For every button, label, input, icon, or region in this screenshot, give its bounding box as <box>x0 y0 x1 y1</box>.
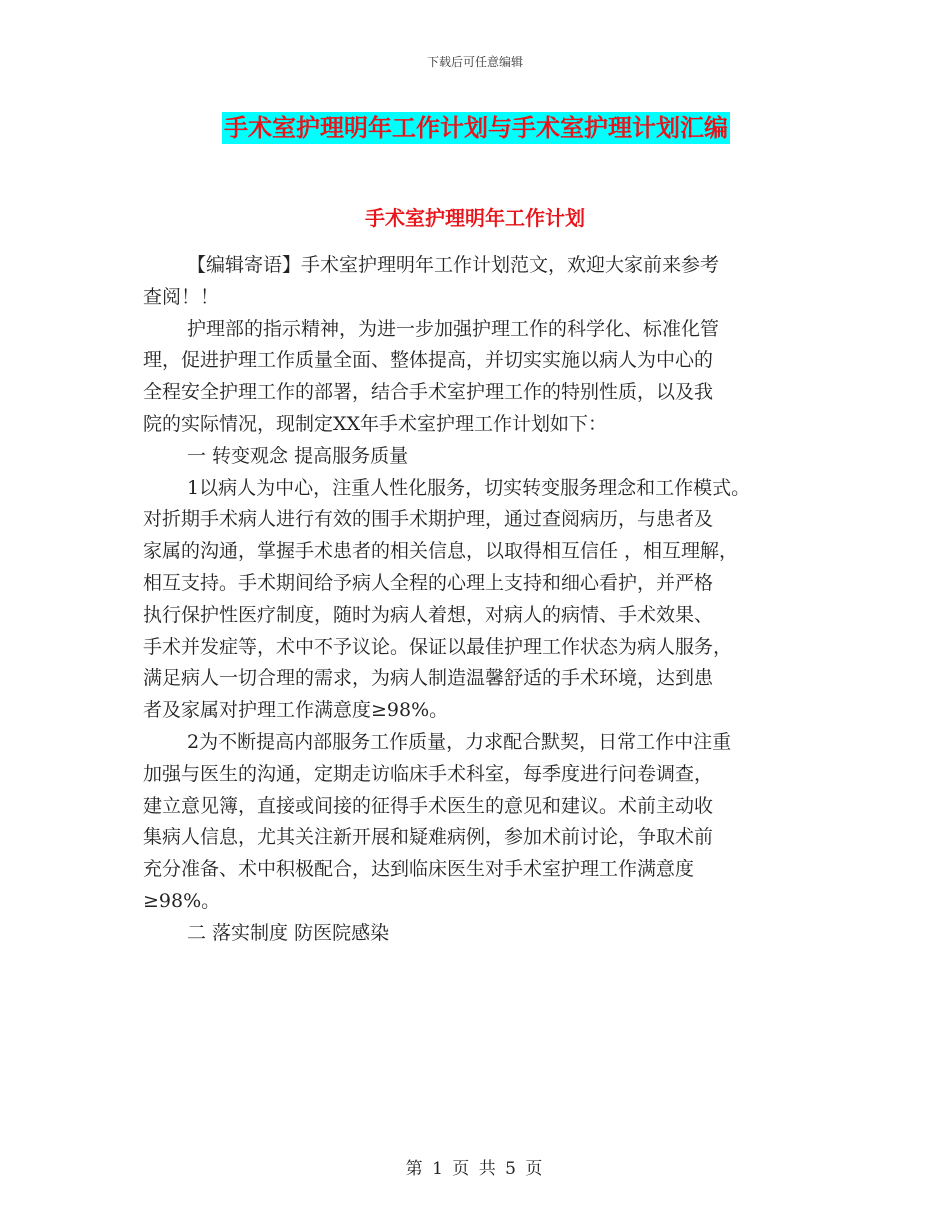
paragraph-line: 集病人信息，尤其关注新开展和疑难病例，参加术前讨论，争取术前 <box>143 826 714 849</box>
paragraph-line: 执行保护性医疗制度，随时为病人着想，对病人的病情、手术效果、 <box>143 603 714 626</box>
paragraph-line: 手术并发症等，术中不予议论。保证以最佳护理工作状态为病人服务， <box>143 635 733 658</box>
document-title: 手术室护理明年工作计划与手术室护理计划汇编 <box>224 114 728 142</box>
document-body <box>143 250 823 950</box>
paragraph-line: 护理部的指示精神，为进一步加强护理工作的科学化、标准化管 <box>187 317 720 340</box>
paragraph-line: ≥98%。 <box>143 889 221 912</box>
paragraph-line: 对折期手术病人进行有效的围手术期护理，通过查阅病历，与患者及 <box>143 508 714 531</box>
paragraph-line: 家属的沟通，掌握手术患者的相关信息，以取得相互信任 ，相互理解， <box>143 540 739 563</box>
paragraph-line: 院的实际情况，现制定XX年手术室护理工作计划如下： <box>143 412 608 435</box>
paragraph-line: 建立意见簿，直接或间接的征得手术医生的意见和建议。术前主动收 <box>143 794 714 817</box>
paragraph-line: 者及家属对护理工作满意度≥98%。 <box>143 699 449 722</box>
paragraph-line: 相互支持。手术期间给予病人全程的心理上支持和细心看护，并严格 <box>143 571 714 594</box>
paragraph-line: 查阅！！ <box>143 285 220 308</box>
paragraph-line: 满足病人一切合理的需求，为病人制造温馨舒适的手术环境，达到患 <box>143 667 714 690</box>
subheading-line: 一 转变观念 提高服务质量 <box>187 444 409 467</box>
subheading-line: 二 落实制度 防医院感染 <box>187 921 390 944</box>
paragraph-line: 充分准备、术中积极配合，达到临床医生对手术室护理工作满意度 <box>143 858 695 881</box>
page-number-footer: 第 1 页 共 5 页 <box>405 1159 545 1179</box>
paragraph-line: 2为不断提高内部服务工作质量，力求配合默契，日常工作中注重 <box>187 730 732 753</box>
section-title: 手术室护理明年工作计划 <box>365 206 585 230</box>
paragraph-line: 理，促进护理工作质量全面、整体提高，并切实实施以病人为中心的 <box>143 349 714 372</box>
paragraph-line: 【编辑寄语】手术室护理明年工作计划范文，欢迎大家前来参考 <box>187 254 720 276</box>
paragraph-line: 1以病人为中心，注重人性化服务，切实转变服务理念和工作模式。 <box>187 476 751 499</box>
paragraph-line: 全程安全护理工作的部署，结合手术室护理工作的特别性质，以及我 <box>143 381 714 404</box>
paragraph-line: 加强与医生的沟通，定期走访临床手术科室，每季度进行问卷调查， <box>143 762 714 785</box>
page-header-note: 下载后可任意编辑 <box>426 55 523 69</box>
